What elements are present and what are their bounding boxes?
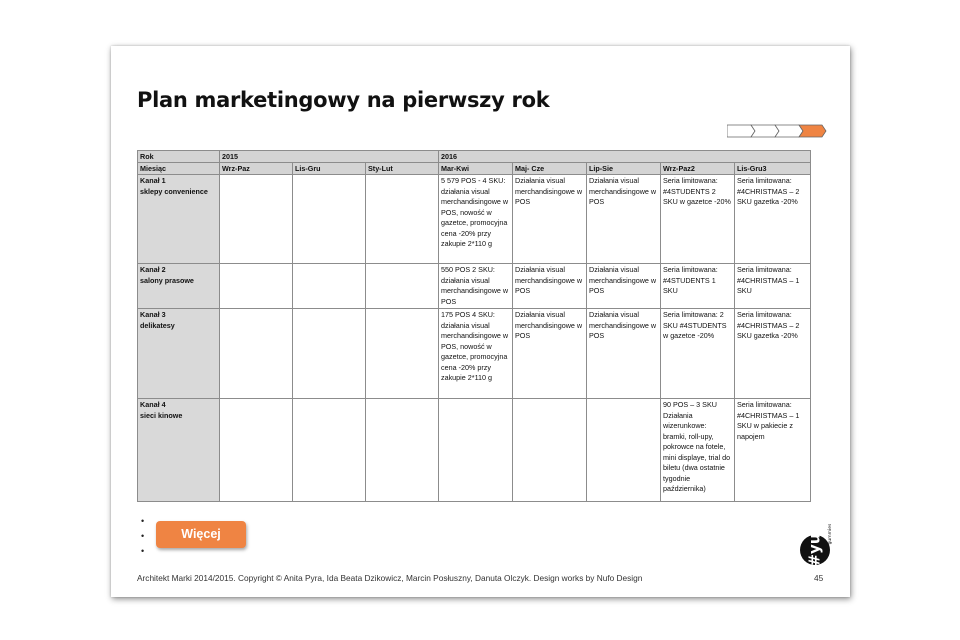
bullet-list [141, 514, 144, 559]
table-cell: Działania visual merchandisingowe w POS [587, 309, 661, 399]
month-header-cell: Wrz-Paz2 [661, 163, 735, 175]
channel-cell [138, 309, 220, 399]
more-button[interactable]: Więcej [156, 521, 246, 548]
table-cell: 550 POS 2 SKU: działania visual merchandisingowe w POS [439, 264, 513, 309]
logo-subtext: gummies [828, 524, 833, 545]
table-cell: Działania visual merchandisingowe w POS [513, 309, 587, 399]
table-row [138, 309, 811, 399]
table-cell: Działania visual merchandisingowe w POS [587, 175, 661, 264]
table-cell: Seria limitowana: #4CHRISTMAS – 1 SKU [735, 264, 811, 309]
yu-gummies-logo [800, 524, 836, 568]
table-cell: Seria limitowana: #4CHRISTMAS – 2 SKU gazetka -20% [735, 175, 811, 264]
table-cell [513, 399, 587, 502]
slide [111, 46, 850, 597]
channel-name: Kanał 1 [140, 176, 166, 185]
table-row [138, 264, 811, 309]
month-header-row [138, 163, 811, 175]
table-cell [293, 264, 366, 309]
year-header-row [138, 151, 811, 163]
table-cell [220, 399, 293, 502]
bullet: • [141, 546, 145, 556]
year-label: Rok [138, 151, 220, 163]
month-header-cell: Miesiąc [138, 163, 220, 175]
table-cell: Seria limitowana: #4STUDENTS 2 SKU w gazetce -20% [661, 175, 735, 264]
bullet: • [141, 516, 145, 526]
process-chevrons-icon [727, 124, 827, 138]
channel-type: delikatesy [140, 320, 175, 330]
table-cell: 175 POS 4 SKU: działania visual merchandisingowe w POS, nowość w gazetce, promocyjna cena -20% przy zakupie 2*110 g [439, 309, 513, 399]
table-cell [439, 399, 513, 502]
table-cell: Działania visual merchandisingowe w POS [513, 175, 587, 264]
month-header-cell: Lis-Gru3 [735, 163, 811, 175]
year-2015: 2015 [220, 151, 439, 163]
slide-title: Plan marketingowy na pierwszy rok [137, 88, 550, 112]
month-header-cell: Lis-Gru [293, 163, 366, 175]
channel-name: Kanał 3 [140, 310, 166, 319]
table-cell [587, 399, 661, 502]
table-cell: Działania visual merchandisingowe w POS [513, 264, 587, 309]
channel-type: sklepy convenience [140, 186, 208, 196]
year-2016: 2016 [439, 151, 811, 163]
channel-type: salony prasowe [140, 275, 194, 285]
table-cell [220, 175, 293, 264]
channel-name: Kanał 2 [140, 265, 166, 274]
page-number: 45 [814, 573, 824, 583]
channel-cell [138, 175, 220, 264]
table-row [138, 175, 811, 264]
table-cell [366, 399, 439, 502]
table-cell: Seria limitowana: #4CHRISTMAS – 1 SKU w pakiecie z napojem [735, 399, 811, 502]
month-header-cell: Maj- Cze [513, 163, 587, 175]
table-cell [293, 175, 366, 264]
month-header-cell: Lip-Sie [587, 163, 661, 175]
table-cell: Seria limitowana: #4CHRISTMAS – 2 SKU gazetka -20% [735, 309, 811, 399]
channel-type: sieci kinowe [140, 410, 183, 420]
channel-cell [138, 399, 220, 502]
logo-text: #yu [805, 533, 824, 567]
bullet: • [141, 531, 145, 541]
marketing-plan-table [137, 150, 811, 502]
table-cell: 5 579 POS - 4 SKU: działania visual merchandisingowe w POS, nowość w gazetce, promocyjna cena -20% przy zakupie 2*110 g [439, 175, 513, 264]
channel-name: Kanał 4 [140, 400, 166, 409]
table-cell: 90 POS – 3 SKU Działania wizerunkowe: bramki, roll-upy, pokrowce na fotele, mini displaye, trial do biletu (dwa ostatnie tygodnie października) [661, 399, 735, 502]
table-cell [366, 309, 439, 399]
month-header-cell: Sty-Lut [366, 163, 439, 175]
table-cell [293, 309, 366, 399]
month-header-cell: Mar-Kwi [439, 163, 513, 175]
channel-cell [138, 264, 220, 309]
month-header-cell: Wrz-Paz [220, 163, 293, 175]
table-cell [220, 264, 293, 309]
table-cell [366, 264, 439, 309]
footer-copyright: Architekt Marki 2014/2015. Copyright © Anita Pyra, Ida Beata Dzikowicz, Marcin Posłuszny, Danuta Olczyk. Design works by Nufo Design [137, 573, 643, 583]
table-cell: Seria limitowana: 2 SKU #4STUDENTS w gazetce -20% [661, 309, 735, 399]
table-cell [220, 309, 293, 399]
table-row [138, 399, 811, 502]
table-cell: Seria limitowana: #4STUDENTS 1 SKU [661, 264, 735, 309]
table-cell: Działania visual merchandisingowe w POS [587, 264, 661, 309]
table-cell [293, 399, 366, 502]
table-cell [366, 175, 439, 264]
